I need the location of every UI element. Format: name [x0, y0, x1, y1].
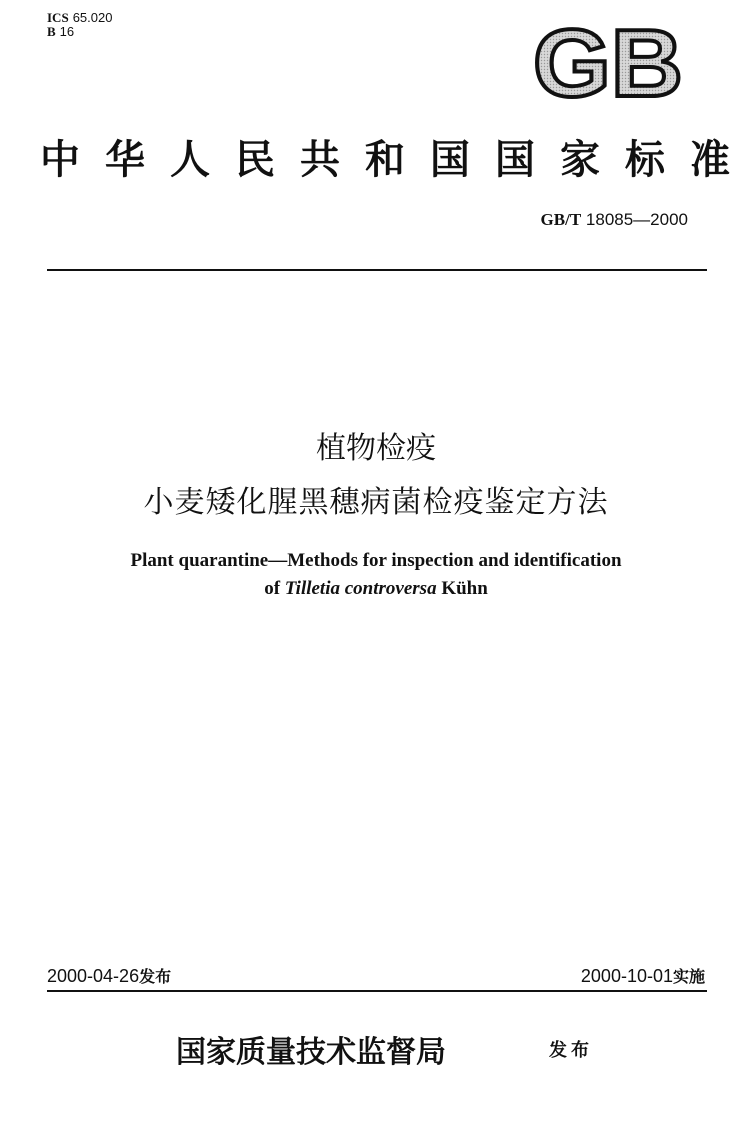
- standard-code-number: 18085—2000: [585, 210, 688, 229]
- standard-code-prefix: GB/T: [540, 210, 582, 229]
- heading-char: 华: [105, 136, 145, 183]
- ics-code: 65.020: [72, 10, 113, 25]
- issuing-authority: 国家质量技术监督局: [176, 1035, 446, 1070]
- classification-codes: [47, 11, 112, 39]
- publish-label: 发布: [549, 1040, 593, 1061]
- title-en-line1: Plant quarantine—Methods for inspection and identification: [130, 550, 622, 571]
- heading-char: 准: [690, 136, 730, 183]
- title-en-prefix: of: [264, 578, 281, 599]
- ics-label: ICS: [47, 10, 69, 25]
- heading-char: 标: [625, 136, 665, 183]
- title-en-species: Tilletia controversa: [284, 578, 437, 599]
- ccs-code: 16: [59, 24, 75, 39]
- title-zh-line1: 植物检疫: [316, 431, 436, 466]
- title-zh-line2: 小麦矮化腥黑穗病菌检疫鉴定方法: [143, 485, 609, 520]
- gb-logo-text: GB: [533, 20, 683, 102]
- heading-char: 共: [300, 136, 340, 183]
- issue-date: [47, 964, 171, 987]
- implement-date-value: 2000-10-01: [580, 966, 673, 986]
- gb-logo: [528, 20, 688, 102]
- ccs-line: [47, 25, 112, 39]
- implement-date-label: 实施: [672, 967, 705, 986]
- heading-char: 民: [235, 136, 275, 183]
- issue-date-value: 2000-04-26: [47, 966, 140, 986]
- ics-line: [47, 11, 112, 25]
- heading-char: 国: [430, 136, 470, 183]
- implement-date: [581, 964, 705, 987]
- title-en-author: Kühn: [441, 578, 488, 599]
- ccs-label: B: [47, 24, 56, 39]
- heading-char: 中: [40, 136, 80, 183]
- heading-char: 家: [560, 136, 600, 183]
- heading-char: 和: [365, 136, 405, 183]
- bottom-divider: [47, 990, 707, 992]
- title-en-line2: [0, 578, 752, 600]
- heading-char: 国: [495, 136, 535, 183]
- issue-date-label: 发布: [139, 967, 172, 986]
- top-divider: [47, 269, 707, 271]
- standard-code: [541, 210, 688, 230]
- national-standard-heading: [40, 128, 730, 185]
- heading-char: 人: [170, 136, 210, 183]
